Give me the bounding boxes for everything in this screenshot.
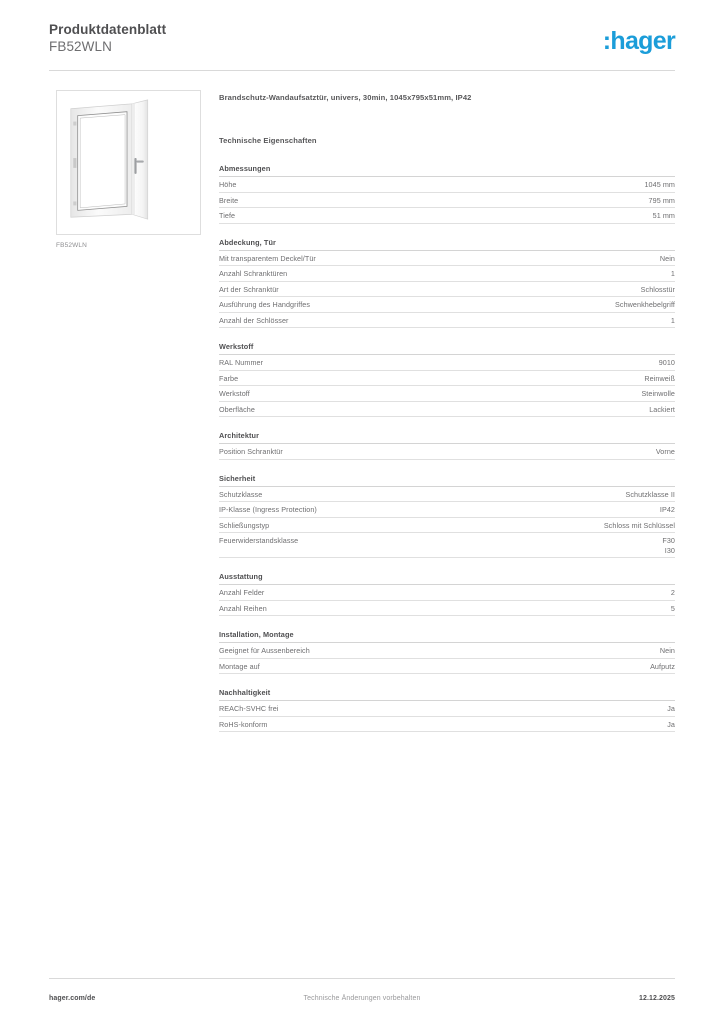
spec-value	[625, 490, 675, 500]
spec-label: Anzahl Reihen	[219, 603, 267, 613]
spec-value-line: Aufputz	[650, 661, 675, 671]
spec-value-line: Vorne	[655, 447, 675, 456]
spec-label: IP-Klasse (Ingress Protection)	[219, 505, 317, 514]
spec-row	[219, 266, 675, 282]
spec-section	[219, 688, 675, 732]
product-name: Brandschutz-Wandaufsatztür, univers, 30min, 1045x795x51mm, IP42	[219, 93, 472, 102]
spec-label: Art der Schranktür	[219, 284, 279, 294]
spec-row	[219, 701, 675, 717]
header-divider	[49, 70, 675, 71]
spec-value	[671, 316, 675, 326]
spec-row	[219, 386, 675, 402]
spec-row	[219, 585, 675, 601]
spec-row	[219, 518, 675, 534]
spec-value-line: Schloss mit Schlüssel	[603, 520, 675, 530]
spec-value	[667, 720, 675, 730]
spec-value-line: Schlosstür	[640, 284, 675, 294]
spec-value	[641, 285, 675, 295]
spec-value	[644, 374, 675, 384]
spec-value-line: Ja	[667, 719, 675, 729]
spec-label: Montage auf	[219, 661, 260, 671]
spec-row	[219, 444, 675, 460]
spec-value-line: Lackiert	[649, 404, 675, 414]
spec-section	[219, 238, 675, 329]
spec-row	[219, 355, 675, 371]
spec-label: Feuerwiderstandsklasse	[219, 536, 299, 545]
footer-divider	[49, 978, 675, 979]
spec-row	[219, 659, 675, 675]
spec-value	[660, 254, 675, 264]
spec-label: Breite	[219, 195, 239, 205]
header-titles	[49, 22, 166, 55]
specs-container	[219, 93, 675, 732]
spec-value	[649, 405, 675, 415]
spec-section	[219, 342, 675, 417]
spec-value-line: 1045 mm	[644, 180, 675, 189]
spec-value	[667, 704, 675, 714]
spec-value-line: Schwenkhebelgriff	[615, 300, 675, 309]
product-image	[56, 90, 201, 235]
spec-label: Schutzklasse	[219, 489, 263, 499]
spec-label: Position Schranktür	[219, 447, 283, 456]
footer-disclaimer: Technische Änderungen vorbehalten	[303, 995, 421, 1002]
spec-section	[219, 164, 675, 224]
spec-label: Farbe	[219, 373, 239, 383]
spec-value	[604, 521, 675, 531]
spec-value	[653, 211, 675, 221]
spec-row	[219, 402, 675, 418]
spec-row	[219, 371, 675, 387]
spec-value-line: I30	[664, 545, 675, 555]
spec-section	[219, 431, 675, 460]
spec-row	[219, 297, 675, 313]
spec-label: Mit transparentem Deckel/Tür	[219, 253, 316, 263]
hager-logo: :hager	[602, 27, 675, 55]
spec-row	[219, 177, 675, 193]
page-header	[49, 22, 675, 70]
spec-value	[662, 536, 675, 555]
spec-value	[650, 662, 675, 672]
spec-value	[659, 358, 675, 368]
technical-properties-heading: Technische Eigenschaften	[219, 136, 317, 145]
spec-row	[219, 313, 675, 329]
spec-label: Oberfläche	[219, 404, 255, 414]
spec-value-line: Schutzklasse II	[625, 489, 675, 499]
spec-label: RoHS-konform	[219, 719, 268, 729]
spec-value-line: Steinwolle	[641, 389, 675, 398]
spec-row	[219, 208, 675, 224]
product-illustration-svg	[57, 91, 200, 234]
spec-row	[219, 533, 675, 558]
spec-label: REACh-SVHC frei	[219, 704, 279, 713]
spec-value	[649, 196, 675, 206]
spec-row	[219, 717, 675, 733]
spec-label: Werkstoff	[219, 389, 250, 398]
spec-value-line: 51 mm	[652, 211, 675, 220]
spec-section-title: Werkstoff	[219, 342, 675, 355]
spec-sections	[219, 164, 675, 732]
spec-label: Anzahl der Schlösser	[219, 315, 289, 325]
spec-value-line: 9010	[658, 358, 675, 367]
spec-value-line: IP42	[659, 505, 675, 514]
spec-value	[641, 389, 675, 399]
spec-value-line: 1	[670, 315, 675, 325]
footer-website[interactable]: hager.com/de	[49, 995, 96, 1002]
spec-value-line: Nein	[659, 646, 675, 655]
page-title: Produktdatenblatt	[49, 22, 167, 37]
spec-value	[660, 646, 675, 656]
spec-value-line: 2	[670, 588, 675, 597]
spec-label: Geeignet für Aussenbereich	[219, 646, 310, 655]
spec-section	[219, 474, 675, 559]
spec-label: Anzahl Schranktüren	[219, 269, 288, 278]
spec-value-line: Ja	[667, 704, 675, 713]
spec-value	[660, 505, 675, 515]
spec-value	[615, 300, 675, 310]
spec-row	[219, 601, 675, 617]
spec-value	[656, 447, 675, 457]
spec-label: Höhe	[219, 180, 237, 189]
spec-row	[219, 502, 675, 518]
spec-value-line: 795 mm	[648, 195, 675, 205]
spec-value	[644, 180, 675, 190]
spec-value-line: 1	[670, 269, 675, 278]
spec-section-title: Abmessungen	[219, 164, 675, 177]
product-reference: FB52WLN	[49, 39, 112, 54]
spec-section-title: Nachhaltigkeit	[219, 688, 675, 701]
spec-row	[219, 282, 675, 298]
spec-label: Tiefe	[219, 211, 236, 220]
spec-section-title: Ausstattung	[219, 572, 675, 585]
spec-value	[671, 604, 675, 614]
product-image-caption: FB52WLN	[56, 242, 88, 249]
footer-date: 12.12.2025	[638, 995, 675, 1002]
spec-row	[219, 487, 675, 503]
spec-value	[671, 269, 675, 279]
spec-row	[219, 193, 675, 209]
page-footer	[49, 995, 675, 1002]
spec-row	[219, 251, 675, 267]
spec-section	[219, 572, 675, 616]
spec-row	[219, 643, 675, 659]
spec-value-line: F30	[662, 536, 675, 545]
spec-value-line: Reinweiß	[644, 373, 675, 383]
spec-section-title: Sicherheit	[219, 474, 675, 487]
spec-label: Ausführung des Handgriffes	[219, 300, 311, 309]
spec-section-title: Installation, Montage	[219, 630, 675, 643]
spec-label: Anzahl Felder	[219, 588, 265, 597]
spec-section	[219, 630, 675, 674]
spec-value	[671, 588, 675, 598]
spec-label: RAL Nummer	[219, 358, 264, 367]
spec-section-title: Architektur	[219, 431, 675, 444]
spec-value-line: Nein	[659, 253, 675, 263]
spec-value-line: 5	[670, 603, 675, 613]
spec-label: Schließungstyp	[219, 520, 270, 530]
spec-section-title: Abdeckung, Tür	[219, 238, 675, 251]
